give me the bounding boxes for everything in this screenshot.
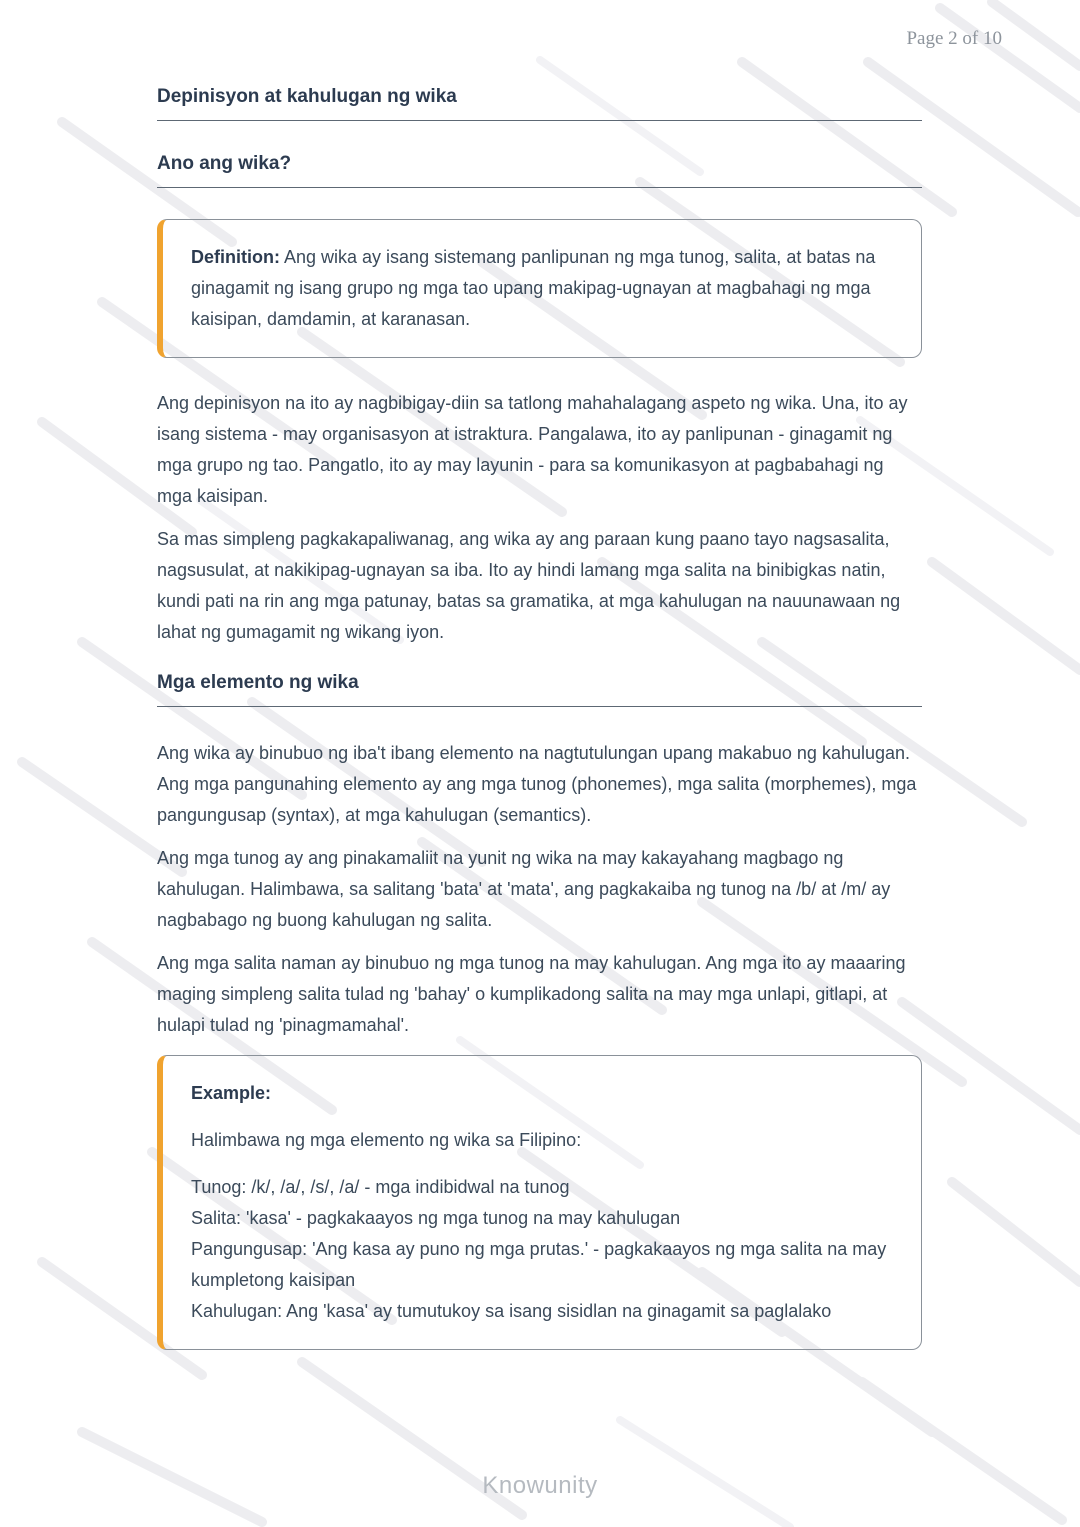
paragraph-words: Ang mga salita naman ay binubuo ng mga tunog na may kahulugan. Ang mga ito ay maaaring maging simpleng salita tulad ng 'bahay' o kumplikadong salita na may mga unlapi, gitlapi, at hulapi tulad ng 'pinagmamahal'.: [157, 953, 906, 1035]
footer-brand: Knowunity: [482, 1472, 598, 1499]
example-line-pangungusap: Pangungusap: 'Ang kasa ay puno ng mga prutas.' - pagkakaayos ng mga salita na may kumpletong kaisipan: [191, 1239, 887, 1290]
paragraph-definition-aspects: Ang depinisyon na ito ay nagbibigay-diin sa tatlong mahahalagang aspeto ng wika. Una, ito ay isang sistema - may organisasyon at istraktura. Pangalawa, ito ay panlipunan - ginagamit ng mga grupo ng tao. Pangatlo, ito ay may layunin - para sa komunikasyon at pagbabahagi ng mga kaisipan.: [157, 393, 908, 506]
paragraph-simple-explanation: Sa mas simpleng pagkakapaliwanag, ang wika ay ang paraan kung paano tayo nagsasalita, nagsusulat, at nakikipag-ugnayan sa iba. Ito ay hindi lamang mga salita na binibigkas natin, kundi pati na rin ang mga patunay, batas sa gramatika, at mga kahulugan na nauunawaan ng lahat ng gumagamit ng wikang iyon.: [157, 529, 901, 642]
document-title: Depinisyon at kahulugan ng wika: [157, 85, 922, 121]
example-intro: Halimbawa ng mga elemento ng wika sa Filipino:: [191, 1130, 582, 1150]
definition-text: Ang wika ay isang sistemang panlipunan ng mga tunog, salita, at batas na ginagamit ng isang grupo ng mga tao upang makipag-ugnayan at magbahagi ng mga kaisipan, damdamin, at karanasan.: [191, 247, 876, 329]
page-number: Page 2 of 10: [906, 28, 1002, 49]
example-label: Example:: [191, 1083, 272, 1103]
example-line-salita: Salita: 'kasa' - pagkakaayos ng mga tunog na may kahulugan: [191, 1208, 681, 1228]
example-line-kahulugan: Kahulugan: Ang 'kasa' ay tumutukoy sa isang sisidlan na ginagamit sa paglalako: [191, 1301, 832, 1321]
document-body: [157, 0, 922, 1350]
example-line-tunog: Tunog: /k/, /a/, /s/, /a/ - mga indibidwal na tunog: [191, 1177, 570, 1197]
section-heading-mga-elemento: Mga elemento ng wika: [157, 671, 922, 707]
example-callout: [157, 1055, 922, 1350]
definition-callout: [157, 219, 922, 358]
section-heading-ano-ang-wika: Ano ang wika?: [157, 152, 922, 188]
paragraph-elements-overview: Ang wika ay binubuo ng iba't ibang elemento na nagtutulungan upang makabuo ng kahulugan. Ang mga pangunahing elemento ay ang mga tunog (phonemes), mga salita (morphemes), mga pangungusap (syntax), at mga kahulugan (semantics).: [157, 743, 917, 825]
paragraph-phonemes: Ang mga tunog ay ang pinakamaliit na yunit ng wika na may kakayahang magbago ng kahulugan. Halimbawa, sa salitang 'bata' at 'mata', ang pagkakaiba ng tunog na /b/ at /m/ ay nagbabago ng buong kahulugan ng salita.: [157, 848, 891, 930]
definition-label: Definition:: [191, 247, 280, 267]
